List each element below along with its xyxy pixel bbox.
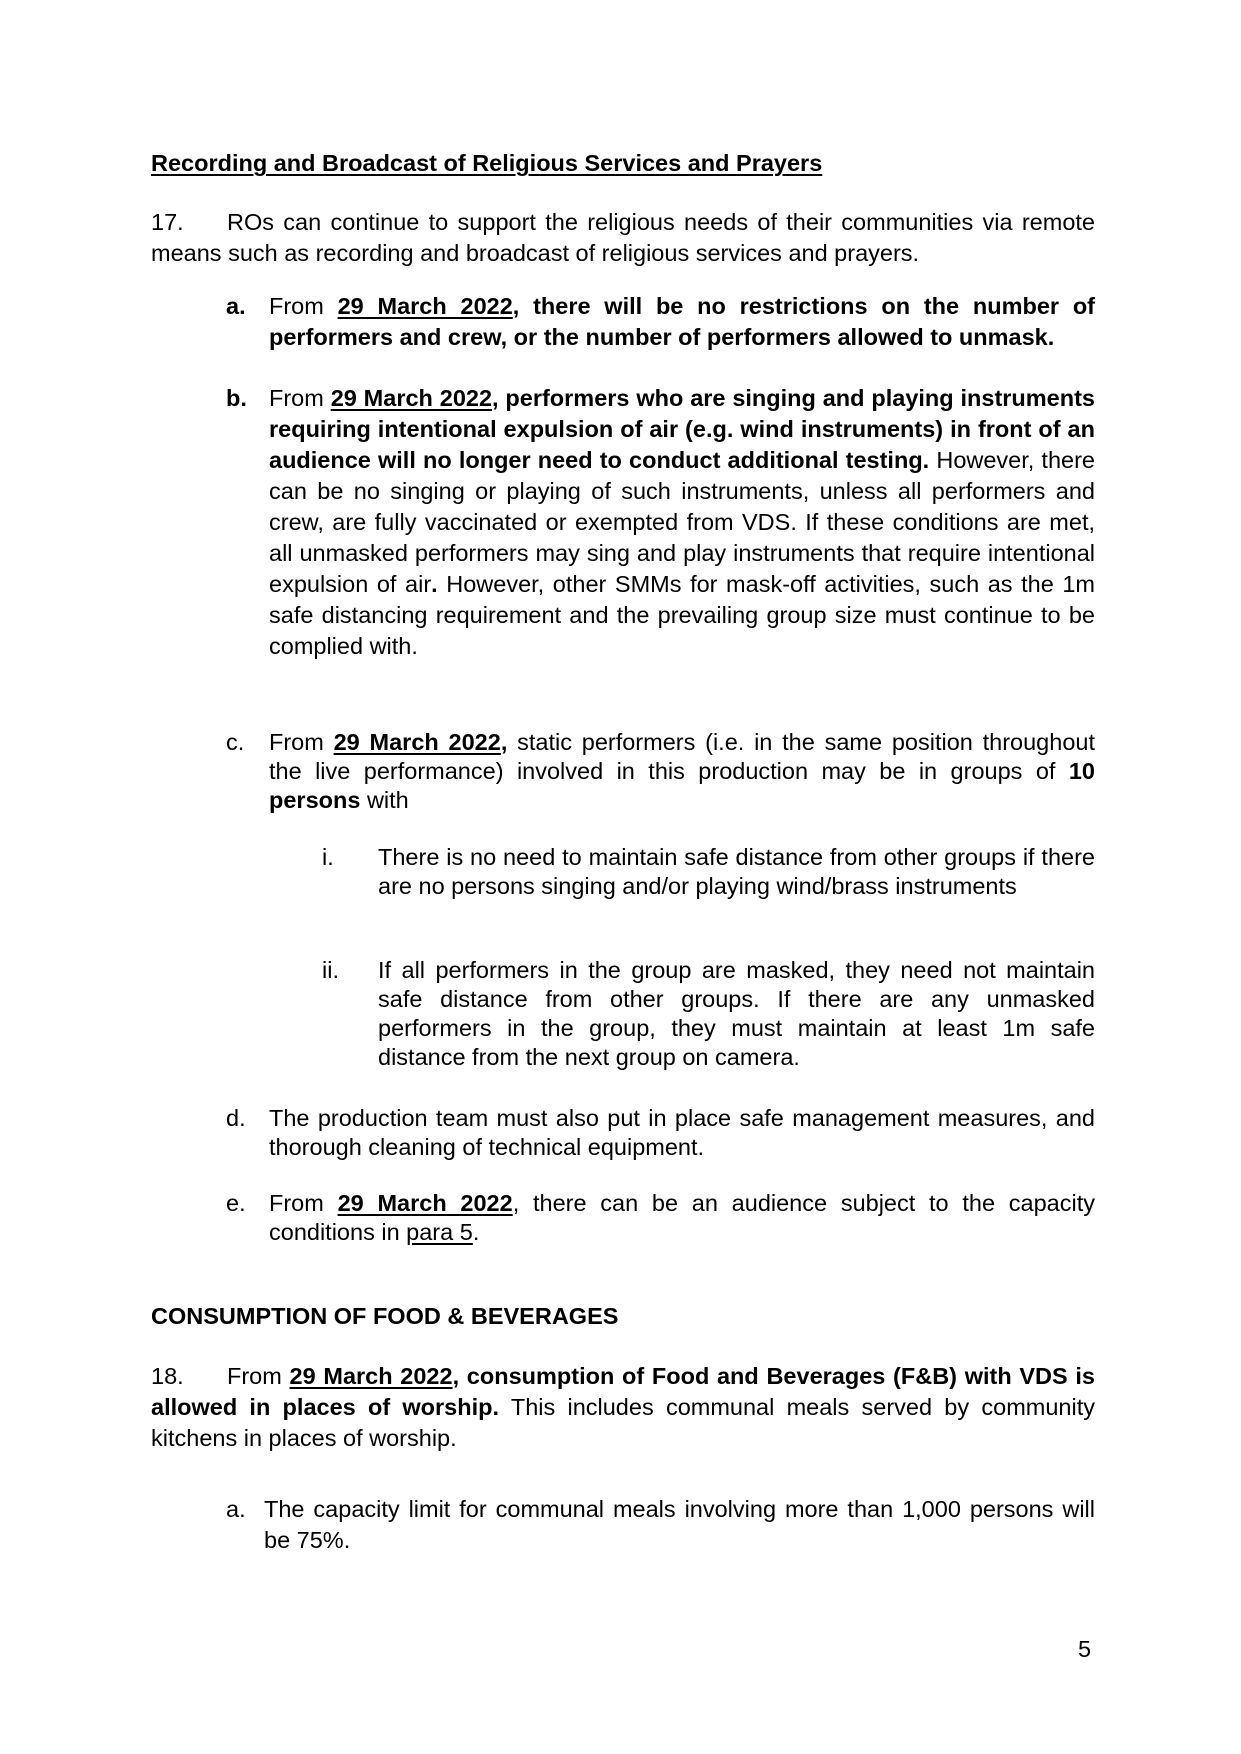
paragraph-18 bbox=[151, 1361, 1095, 1454]
text-run: , there can be an audience subject to the capacity conditions in bbox=[269, 1190, 1095, 1245]
sub-text: There is no need to maintain safe distance from other groups if there are no persons singing and/or playing wind/brass instruments bbox=[378, 844, 1095, 899]
list-text bbox=[269, 728, 1095, 815]
text-run-bold: , there will be no restrictions on the number of performers and crew, or the number of performers allowed to unmask. bbox=[269, 293, 1095, 350]
text-run: From bbox=[269, 729, 334, 755]
text-run: This includes communal meals served by community kitchens in places of worship. bbox=[151, 1394, 1095, 1451]
section-heading-recording: Recording and Broadcast of Religious Services and Prayers bbox=[151, 150, 823, 176]
list-item-d bbox=[226, 1104, 1095, 1162]
section-heading-food-beverages: CONSUMPTION OF FOOD & BEVERAGES bbox=[151, 1303, 619, 1329]
date-highlight: 29 March 2022 bbox=[330, 385, 493, 411]
sub-item-ii bbox=[322, 956, 1095, 1072]
text-run-bold: , bbox=[500, 729, 508, 755]
list-text bbox=[269, 1189, 1095, 1247]
date-highlight: 29 March 2022 bbox=[333, 729, 501, 755]
para-5-link[interactable]: para 5 bbox=[406, 1219, 473, 1245]
paragraph-17 bbox=[151, 207, 1095, 269]
list-label: a. bbox=[226, 1496, 246, 1522]
list-text: The capacity limit for communal meals involving more than 1,000 persons will be 75%. bbox=[264, 1496, 1095, 1553]
list-text: The production team must also put in place safe management measures, and thorough cleaning of technical equipment. bbox=[269, 1105, 1095, 1160]
list-item-e bbox=[226, 1189, 1095, 1247]
list-label: a. bbox=[226, 293, 246, 319]
paragraph-number: 17. bbox=[151, 209, 184, 235]
sub-label: i. bbox=[322, 844, 334, 870]
list-item-b bbox=[226, 383, 1095, 662]
text-run-bold: , consumption of Food and Beverages (F&B) with VDS is allowed in places of worship. bbox=[151, 1363, 1095, 1420]
list-label: b. bbox=[226, 385, 247, 411]
text-run-bold: , performers who are singing and playing instruments requiring intentional expulsion of air (e.g. wind instruments) in front of an audience will no longer need to conduct additional testing. bbox=[269, 385, 1095, 473]
text-run: From bbox=[227, 1363, 290, 1389]
date-highlight: 29 March 2022 bbox=[337, 293, 513, 319]
list-label: c. bbox=[226, 729, 245, 755]
text-run: . bbox=[472, 1219, 480, 1245]
list-item-18a bbox=[226, 1494, 1095, 1556]
page-number: 5 bbox=[1078, 1636, 1092, 1662]
sub-label: ii. bbox=[322, 957, 339, 983]
text-run: However, there can be no singing or playing of such instruments, unless all performers and crew, are fully vaccinated or exempted from VDS. If these conditions are met, all unmasked performers may sing and play instruments that require intentional expulsion of air bbox=[269, 447, 1095, 597]
list-text bbox=[269, 383, 1095, 662]
text-run: From bbox=[269, 293, 338, 319]
list-text bbox=[269, 291, 1095, 353]
sub-item-i bbox=[322, 843, 1095, 901]
list-item-a bbox=[226, 291, 1095, 353]
text-run: From bbox=[269, 1190, 338, 1216]
text-run-bold: . bbox=[431, 571, 438, 597]
date-highlight: 29 March 2022 bbox=[337, 1190, 513, 1216]
text-run: static performers (i.e. in the same position throughout the live performance) involved in this production may be in groups of bbox=[269, 729, 1095, 784]
list-label: d. bbox=[226, 1105, 246, 1131]
paragraph-number: 18. bbox=[151, 1363, 184, 1389]
text-run-bold: 10 persons bbox=[269, 758, 1095, 813]
sub-text: If all performers in the group are masked, they need not maintain safe distance from other groups. If there are any unmasked performers in the group, they must maintain at least 1m safe distance from the next group on camera. bbox=[378, 957, 1095, 1070]
list-item-c bbox=[226, 728, 1095, 815]
text-run: with bbox=[360, 787, 409, 813]
date-highlight: 29 March 2022 bbox=[289, 1363, 453, 1389]
list-label: e. bbox=[226, 1190, 246, 1216]
text-run: From bbox=[269, 385, 331, 411]
text-run: However, other SMMs for mask-off activities, such as the 1m safe distancing requirement and the prevailing group size must continue to be complied with. bbox=[269, 571, 1095, 659]
paragraph-text: ROs can continue to support the religious needs of their communities via remote means such as recording and broadcast of religious services and prayers. bbox=[151, 209, 1095, 266]
